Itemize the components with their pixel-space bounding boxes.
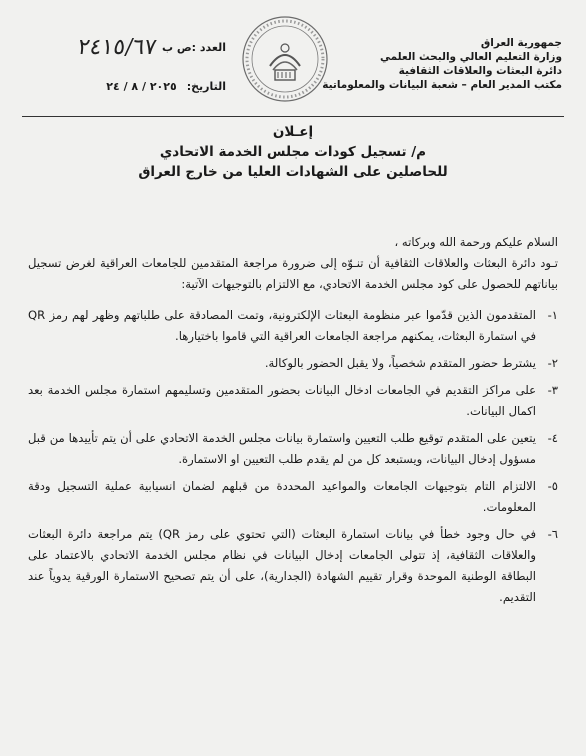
header-divider [22,116,564,117]
greeting: السلام عليكم ورحمة الله وبركاته ، [394,235,558,249]
item-number: ٦- [547,527,558,541]
issuer-line-department: دائرة البعثات والعلاقات الثقافية [398,65,562,77]
item-text: المتقدمون الذين قدّموا عبر منظومة البعثات الإلكترونية، وتمت المصادقة على طلباتهم وظهر لهم رمز QR في استمارة البعثات، يمكنهم مراجعة الجامعات العراقية التي قاموا باختيارها. [28,308,536,343]
item-number: ٥- [547,479,558,493]
instructions-list [28,305,558,608]
item-text: يشترط حضور المتقدم شخصياً، ولا يقبل الحضور بالوكالة. [264,356,536,370]
issuer-line-office: مكتب المدير العام – شعبة البيانات والمعلوماتية [322,79,562,91]
issuer-line-country: جمهورية العراق [480,37,562,49]
reference-label: العدد :ص ب [161,40,226,54]
title-subject: م/ تسجيل كودات مجلس الخدمة الاتحادي [159,144,427,160]
reference-number: ٢٤١٥/٦٧ [75,34,158,60]
date-label: التاريخ: [186,80,226,93]
list-item [28,353,558,374]
item-number: ٢- [547,356,558,370]
intro-paragraph: تـود دائرة البعثات والعلاقات الثقافية أن تنـوّه إلى ضرورة مراجعة المتقدمين للجامعات العراقية لغرض تسجيل بياناتهم للحصول على كود مجلس الخدمة الاتحادي، مع الالتزام بالتوجيهات الآتية: [28,256,558,291]
ministry-seal-icon [240,14,330,104]
title-announcement: إعـلان [272,124,314,140]
item-number: ٤- [547,431,558,445]
title-audience: للحاصلين على الشهادات العليا من خارج العراق [138,164,448,180]
issuer-line-ministry: وزارة التعليم العالي والبحث العلمي [379,51,562,63]
item-number: ٣- [547,383,558,397]
issuer-block [322,36,562,92]
date-row [36,80,226,93]
list-item [28,476,558,518]
announcement-title [0,122,586,182]
item-text: يتعين على المتقدم توقيع طلب التعيين واستمارة بيانات مجلس الخدمة الاتحادي على أن يتم تأييدها من قبل مسؤول إدخال البيانات، ويستبعد كل من لم يقدم طلب التعيين او الاستمارة. [28,431,536,466]
item-text: على مراكز التقديم في الجامعات ادخال البيانات بحضور المتقدمين وتسليمهم استمارة مجلس الخدمة بعد اكمال البيانات. [28,383,536,418]
list-item [28,428,558,470]
list-item [28,305,558,347]
reference-block [36,34,226,93]
reference-row [36,34,226,60]
announcement-body [28,232,558,614]
item-text: في حال وجود خطأ في بيانات استمارة البعثات (التي تحتوي على رمز QR) يتم مراجعة دائرة البعثات والعلاقات الثقافية، إذ تتولى الجامعات إدخال البيانات في نظام مجلس الخدمة الاتحادي بالاعتماد على البطاقة الوطنية الموحدة وقرار تقييم الشهادة (الجدارية)، على أن يتم تصحيح الاستمارة الورقية يدوياً عند التقديم. [28,527,536,604]
date-value: ٢٠٢٥ / ٨ / ٢٤ [106,80,177,93]
list-item [28,524,558,608]
item-number: ١- [547,308,558,322]
item-text: الالتزام التام بتوجيهات الجامعات والمواعيد المحددة من قبلهم لضمان انسيابية عملية التسجيل ودقة المعلومات. [28,479,536,514]
list-item [28,380,558,422]
